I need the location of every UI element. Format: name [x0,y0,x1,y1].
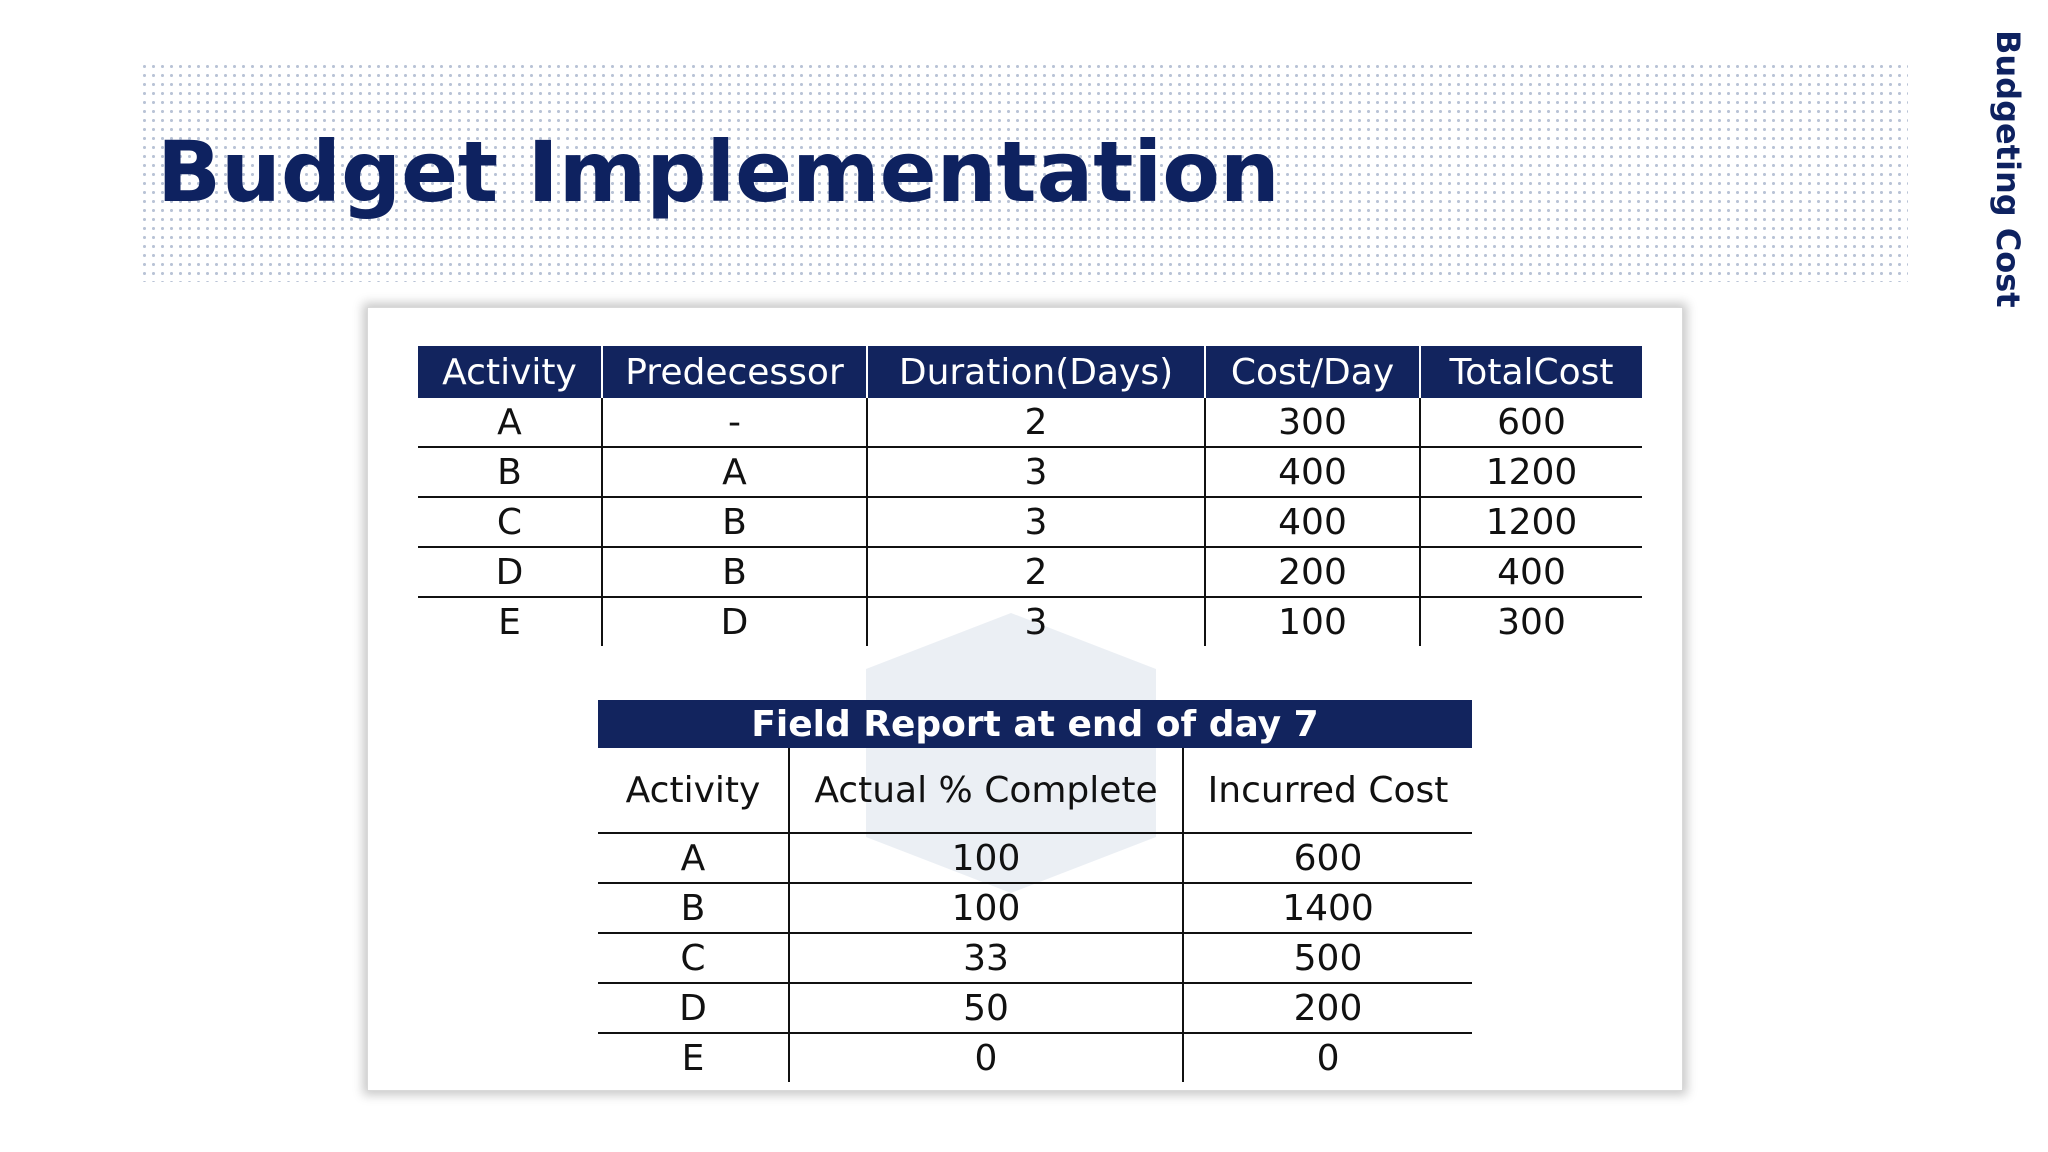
table-row [418,597,1642,646]
cell-duration: 3 [867,597,1205,646]
cell-actual-percent-complete: 100 [789,833,1183,883]
cell-predecessor: B [602,497,867,547]
table-row [598,933,1472,983]
table-header-row [598,748,1472,833]
column-header-duration: Duration(Days) [867,346,1205,398]
cell-activity: D [418,547,602,597]
section-tag: Budgeting Cost [1989,30,2027,308]
column-header-cost-per-day: Cost/Day [1205,346,1420,398]
field-report-banner: Field Report at end of day 7 [598,700,1472,748]
cell-activity: B [598,883,789,933]
cell-cost-per-day: 200 [1205,547,1420,597]
cell-incurred-cost: 0 [1183,1033,1472,1082]
table-header-row [418,346,1642,398]
cell-activity: C [418,497,602,547]
table-row [598,983,1472,1033]
table-image-frame [367,307,1683,1091]
table-row [418,547,1642,597]
cell-activity: A [598,833,789,883]
cell-duration: 2 [867,398,1205,447]
column-header-activity: Activity [418,346,602,398]
cell-incurred-cost: 500 [1183,933,1472,983]
table-row [598,883,1472,933]
cell-total-cost: 1200 [1420,497,1642,547]
cell-cost-per-day: 400 [1205,497,1420,547]
column-header-incurred-cost: Incurred Cost [1183,748,1472,833]
cell-predecessor: B [602,547,867,597]
cell-cost-per-day: 400 [1205,447,1420,497]
table-row [418,497,1642,547]
cell-activity: A [418,398,602,447]
cell-incurred-cost: 200 [1183,983,1472,1033]
cell-duration: 3 [867,447,1205,497]
field-report-table [598,700,1472,1082]
cell-activity: E [681,1037,705,1079]
cell-cost-per-day: 100 [1205,597,1420,646]
cell-total-cost: 600 [1420,398,1642,447]
cell-cost-per-day: 300 [1205,398,1420,447]
cell-actual-percent-complete: 33 [789,933,1183,983]
column-header-total-cost: TotalCost [1420,346,1642,398]
cell-activity: D [598,983,789,1033]
cell-duration: 2 [867,547,1205,597]
cell-activity: C [598,933,789,983]
field-report-banner-row [598,700,1472,748]
cell-total-cost: 300 [1420,597,1642,646]
cell-total-cost: 400 [1420,547,1642,597]
table-row [418,447,1642,497]
cell-predecessor: D [602,597,867,646]
cell-total-cost: 1200 [1420,447,1642,497]
column-header-predecessor: Predecessor [602,346,867,398]
cell-activity: E [498,601,521,643]
column-header-activity: Activity [598,748,789,833]
cell-incurred-cost: 1400 [1183,883,1472,933]
table-row [598,1033,1472,1082]
table-row [418,398,1642,447]
table-row [598,833,1472,883]
cell-actual-percent-complete: 100 [789,883,1183,933]
cell-activity: B [418,447,602,497]
activity-cost-table [418,346,1642,646]
cell-actual-percent-complete: 50 [789,983,1183,1033]
cell-predecessor: - [602,398,867,447]
cell-duration: 3 [867,497,1205,547]
column-header-actual-percent-complete: Actual % Complete [789,748,1183,833]
page-title: Budget Implementation [157,123,1280,221]
cell-predecessor: A [602,447,867,497]
cell-actual-percent-complete: 0 [789,1033,1183,1082]
cell-incurred-cost: 600 [1183,833,1472,883]
